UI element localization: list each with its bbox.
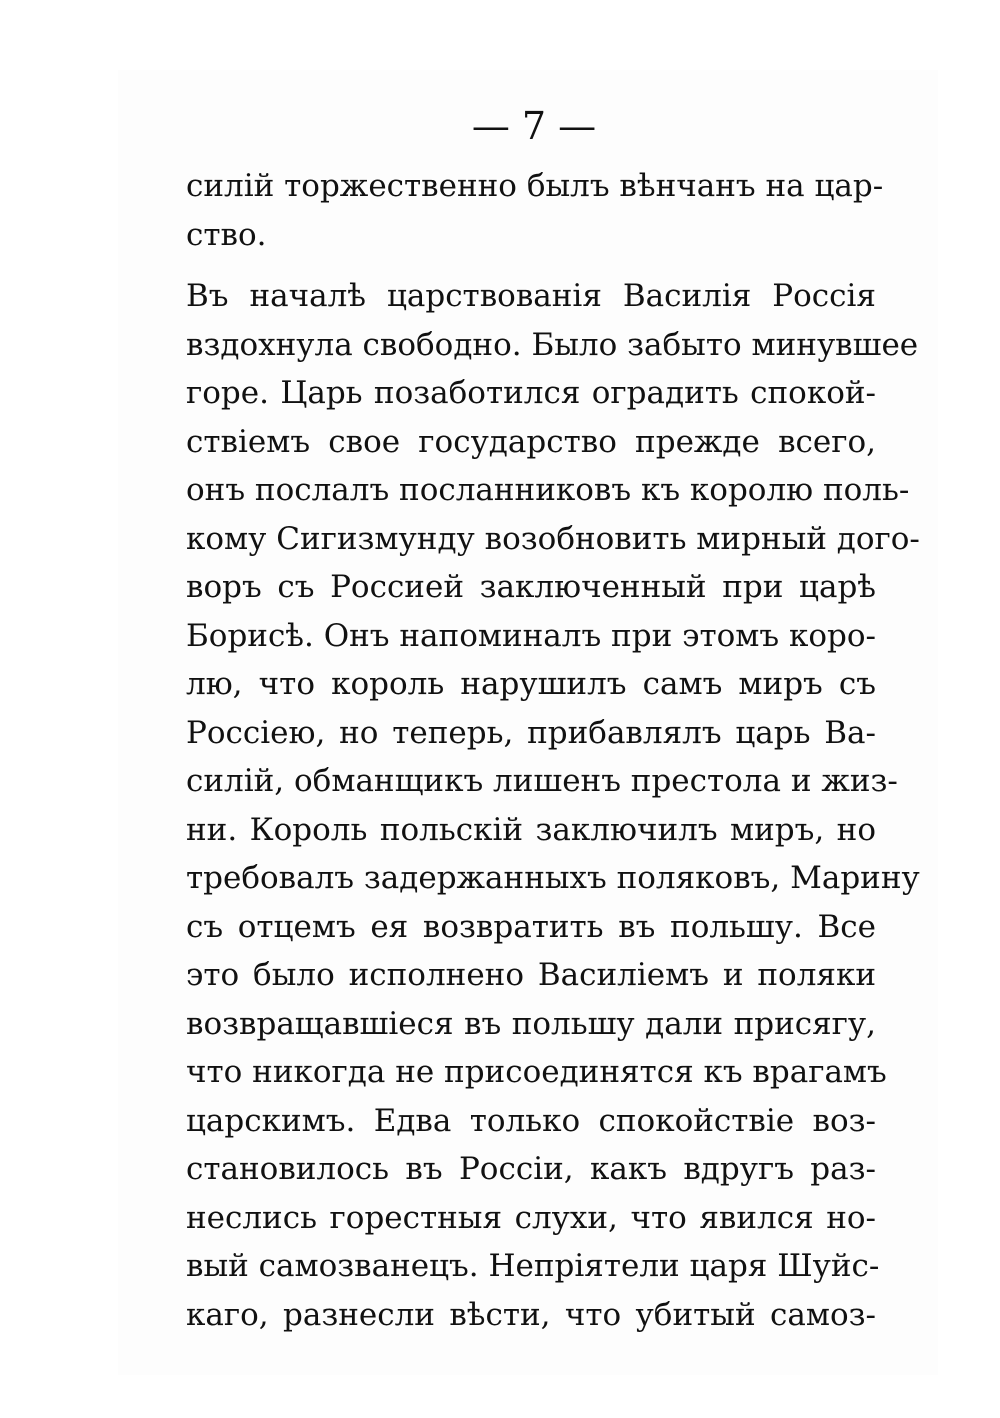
text-line: что никогда не присоединятся къ врагамъ [186,1054,887,1090]
text-line: вздохнула свободно. Было забыто минувшее [186,326,919,363]
text-line: царскимъ. Едва только спокойствіе воз- [186,1102,876,1139]
text-line: воръ съ Россией заключенный при царѣ [186,569,876,605]
page-number: — 7 — [471,104,597,148]
text-line: вый самозванецъ. Непріятели царя Шуйс- [186,1248,880,1284]
text-line: силій торжественно былъ вѣнчанъ на цар- [186,168,884,204]
text-line: съ отцемъ ея возвратить въ польшу. Все [186,908,876,945]
text-line: становилось въ Россіи, какъ вдругъ раз- [186,1151,876,1187]
paragraph-start-line: Въ началѣ царствованія Василія Россія [186,278,876,314]
text-line: Борисѣ. Онъ напоминалъ при этомъ коро- [186,617,876,654]
text-line: онъ послалъ посланниковъ къ королю поль- [186,472,910,508]
text-line: требовалъ задержанныхъ поляковъ, Марину [186,860,920,896]
text-line: ство. [186,216,267,253]
text-line: неслись горестныя слухи, что явился но- [186,1199,876,1236]
text-line: возвращавшіеся въ польшу дали присягу, [186,1005,876,1042]
text-line: это было исполнено Василіемъ и поляки [186,957,876,993]
text-line: силій, обманщикъ лишенъ престола и жиз- [186,763,898,799]
body-text [186,162,920,1339]
text-line: ствіемъ свое государство прежде всего, [186,423,876,460]
text-line: Россіею, но теперь, прибавлялъ царь Ва- [186,714,876,751]
text-line: лю, что король нарушилъ самъ миръ съ [186,666,876,702]
text-line: горе. Царь позаботился оградить спокой- [186,375,876,411]
text-line: каго, разнесли вѣсти, что убитый самоз- [186,1296,876,1333]
text-line: кому Сигизмунду возобновить мирный дого- [186,520,920,557]
text-line: ни. Король польскій заключилъ миръ, но [186,811,876,848]
